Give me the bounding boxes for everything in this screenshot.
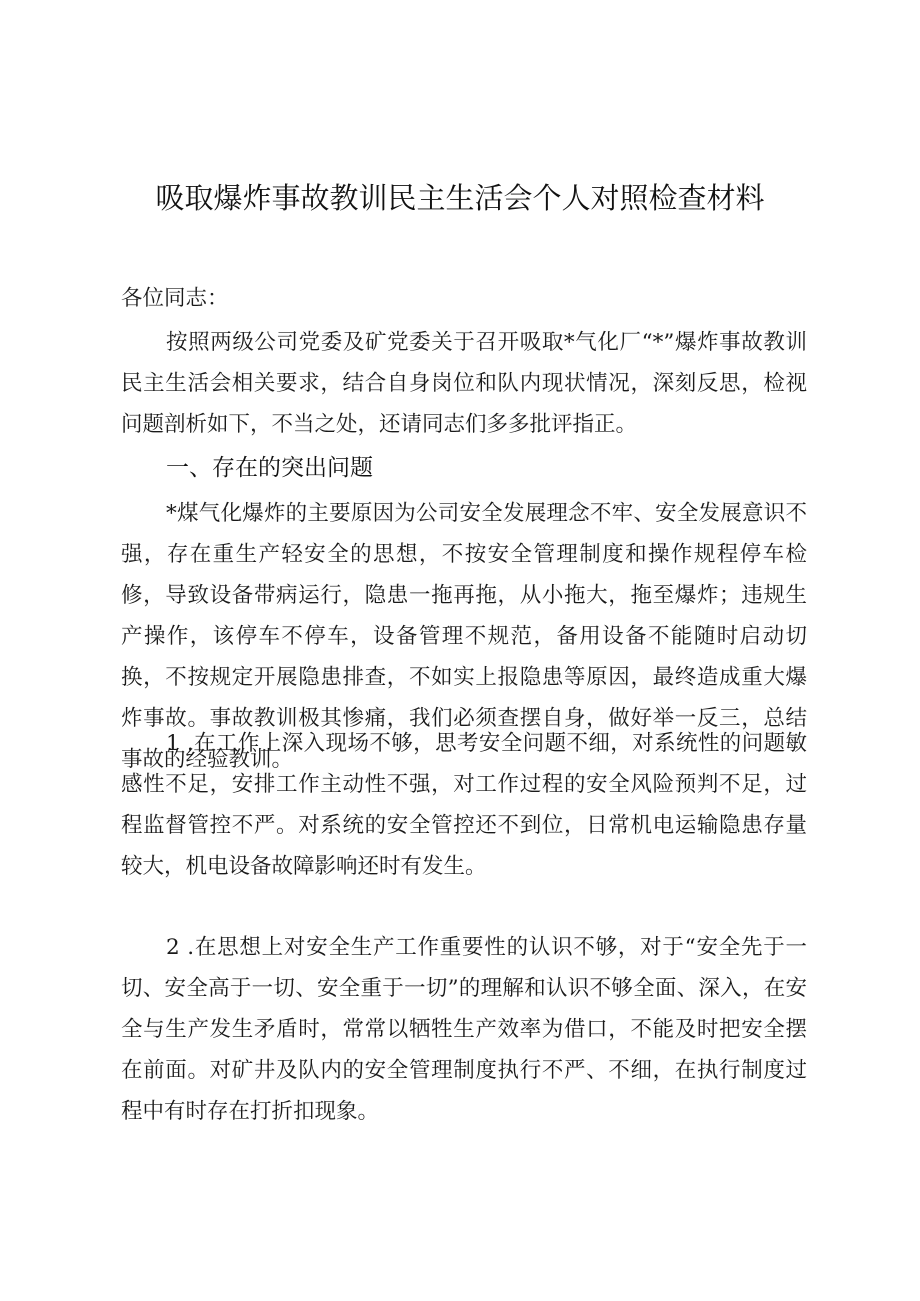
overview-paragraph: *煤气化爆炸的主要原因为公司安全发展理念不牢、安全发展意识不强，存在重生产轻安全的思想，不按安全管理制度和操作规程停车检修，导致设备带病运行，隐患一拖再拖，从小拖大，拖至爆炸；违规生产操作，该停车不停车，设备管理不规范，备用设备不能随时启动切换，不按规定开展隐患排查，不如实上报隐患等原因，最终造成重大爆炸事故。事故教训极其惨痛，我们必须查摆自身，做好举一反三，总结事故的经验教训。: [121, 501, 807, 772]
section-heading: 一、存在的突出问题: [166, 455, 373, 481]
intro-paragraph: 按照两级公司党委及矿党委关于召开吸取*气化厂“*”爆炸事故教训民主生活会相关要求，结合自身岗位和队内现状情况，深刻反思，检视问题剖析如下，不当之处，还请同志们多多批评指正。: [121, 330, 807, 437]
salutation: 各位同志：: [121, 286, 229, 311]
item-2-paragraph: 2 .在思想上对安全生产工作重要性的认识不够，对于“安全先于一切、安全高于一切、安全重于一切”的理解和认识不够全面、深入，在安全与生产发生矛盾时，常常以牺牲生产效率为借口，不能及时把安全摆在前面。对矿井及队内的安全管理制度执行不严、不细，在执行制度过程中有时存在打折扣现象。: [121, 935, 807, 1124]
document-title: 吸取爆炸事故教训民主生活会个人对照检查材料: [155, 181, 765, 215]
item-1-paragraph: 1 .在工作上深入现场不够，思考安全问题不细，对系统性的问题敏感性不足，安排工作主动性不强，对工作过程的安全风险预判不足，过程监督管控不严。对系统的安全管控还不到位，日常机电运输隐患存量较大，机电设备故障影响还时有发生。: [121, 731, 807, 879]
